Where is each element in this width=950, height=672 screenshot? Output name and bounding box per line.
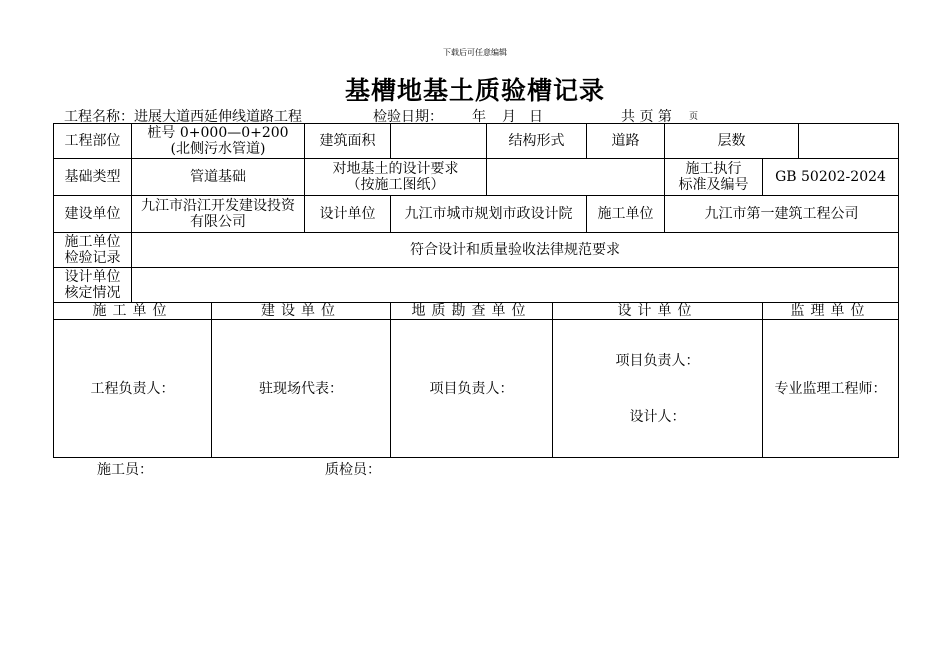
row-owner	[54, 196, 899, 233]
value-standard: GB 50202-2024	[763, 159, 899, 196]
header-survey-unit: 地质勘查单位	[391, 303, 553, 320]
signature-owner: 驻现场代表：	[212, 320, 391, 458]
page-count: 共 页 第	[621, 109, 672, 125]
label-structure-form: 结构形式	[487, 124, 587, 159]
design-lead-label: 项目负责人：	[615, 352, 700, 369]
record-label-line2: 检验记录	[64, 250, 121, 266]
position-line2: (北侧污水管道)	[170, 141, 266, 157]
verify-label-line1: 设计单位	[64, 269, 121, 285]
value-foundation-type: 管道基础	[132, 159, 305, 196]
row-signatures	[54, 320, 899, 458]
value-design-requirement	[487, 159, 665, 196]
header-note: 下载后可任意编辑	[443, 48, 507, 57]
label-foundation-type: 基础类型	[54, 159, 132, 196]
inspection-date-label: 检验日期：	[373, 109, 443, 125]
row-construction-record	[54, 233, 899, 268]
requirement-line1: 对地基土的设计要求	[332, 161, 459, 177]
value-floors	[799, 124, 899, 159]
value-design-unit: 九江市城市规划市政设计院	[391, 196, 587, 233]
standard-line1: 施工执行	[685, 161, 742, 177]
header-owner-unit: 建设单位	[212, 303, 391, 320]
project-name: 工程名称：进展大道西延伸线道路工程	[64, 109, 302, 125]
date-month: 月	[502, 109, 516, 125]
page-unit: 页	[689, 112, 699, 122]
verify-label-line2: 核定情况	[64, 285, 121, 301]
header-construction-unit: 施工单位	[54, 303, 212, 320]
value-project-part	[132, 124, 305, 159]
inspection-table	[53, 123, 899, 458]
info-line	[0, 106, 950, 124]
value-design-verification	[132, 268, 899, 303]
label-owner: 建设单位	[54, 196, 132, 233]
owner-line2: 有限公司	[190, 214, 246, 230]
footer-worker: 施工员：	[97, 462, 153, 478]
value-owner	[132, 196, 305, 233]
value-structure-form: 道路	[587, 124, 665, 159]
label-construction-record	[54, 233, 132, 268]
label-design-unit: 设计单位	[305, 196, 391, 233]
header-supervision-unit: 监理单位	[763, 303, 899, 320]
label-design-verification	[54, 268, 132, 303]
row-unit-headers	[54, 303, 899, 320]
label-standard	[665, 159, 763, 196]
value-construction-unit: 九江市第一建筑工程公司	[665, 196, 899, 233]
signature-survey: 项目负责人：	[391, 320, 553, 458]
label-floors: 层数	[665, 124, 799, 159]
record-label-line1: 施工单位	[64, 234, 121, 250]
value-construction-record: 符合设计和质量验收法律规范要求	[132, 233, 899, 268]
row-project-part	[54, 124, 899, 159]
row-foundation-type	[54, 159, 899, 196]
label-building-area: 建筑面积	[305, 124, 391, 159]
designer-label: 设计人：	[629, 408, 686, 425]
label-design-requirement	[305, 159, 487, 196]
value-building-area	[391, 124, 487, 159]
document-title: 基槽地基土质验槽记录	[344, 76, 605, 105]
position-line1: 桩号 0+000—0+200	[147, 125, 289, 141]
owner-line1: 九江市沿江开发建设投资	[141, 198, 295, 214]
standard-line2: 标准及编号	[678, 177, 749, 193]
label-project-part: 工程部位	[54, 124, 132, 159]
date-day: 日	[529, 109, 543, 125]
footer-inspector: 质检员：	[325, 462, 381, 478]
header-design-unit: 设计单位	[553, 303, 763, 320]
row-design-verification	[54, 268, 899, 303]
signature-supervisor: 专业监理工程师：	[763, 320, 899, 458]
requirement-line2: （按施工图纸）	[346, 177, 445, 193]
label-construction-unit: 施工单位	[587, 196, 665, 233]
signature-construction: 工程负责人：	[54, 320, 212, 458]
date-year: 年	[472, 109, 486, 125]
signature-design	[553, 320, 763, 458]
